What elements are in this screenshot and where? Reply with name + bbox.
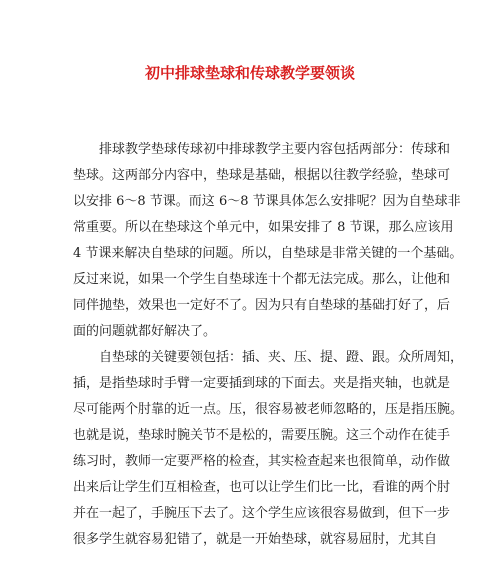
paragraph-line: 练习时，教师一定要严格的检查，其实检查起来也很简单，动作做 xyxy=(73,454,451,469)
paragraph-line: 插，是指垫球时手臂一定要插到球的下面去。夹是指夹轴，也就是 xyxy=(73,376,451,391)
paragraph-line: 以安排 6～8 节课。而这 6～8 节课具体怎么安排呢？因为自垫球非 xyxy=(73,194,461,209)
paragraph-line: 出来后让学生们互相检查，也可以让学生们比一比，看谁的两个肘 xyxy=(73,480,451,495)
paragraph-line: 反过来说，如果一个学生自垫球连十个都无法完成。那么，让他和 xyxy=(73,272,451,287)
paragraph-line: 垫球。这两部分内容中，垫球是基础，根据以往教学经验，垫球可 xyxy=(73,168,451,183)
paragraph-line: 很多学生就容易犯错了，就是一开始垫球，就容易屈肘，尤其自 xyxy=(73,532,438,547)
paragraph-line: 面的问题就都好解决了。 xyxy=(73,324,217,339)
document-title: 初中排球垫球和传球教学要领谈 xyxy=(144,64,355,82)
paragraph-line: 也就是说，垫球时腕关节不是松的，需要压腕。这三个动作在徒手 xyxy=(73,428,451,443)
paragraph-line: 排球教学垫球传球初中排球教学主要内容包括两部分：传球和 xyxy=(99,142,451,157)
paragraph-line: 同伴抛垫，效果也一定好不了。因为只有自垫球的基础打好了，后 xyxy=(73,298,451,313)
paragraph-line: 4 节课来解决自垫球的问题。所以，自垫球是非常关键的一个基础。 xyxy=(73,246,463,261)
paragraph-line: 并在一起了，手腕压下去了。这个学生应该很容易做到，但下一步 xyxy=(73,506,451,521)
paragraph-line: 尽可能两个肘靠的近一点。压，很容易被老师忽略的，压是指压腕。 xyxy=(73,402,464,417)
paragraph-line: 常重要。所以在垫球这个单元中，如果安排了 8 节课，那么应该用 xyxy=(73,220,454,235)
paragraph-line: 自垫球的关键要领包括：插、夹、压、提、蹬、跟。众所周知， xyxy=(99,350,464,365)
